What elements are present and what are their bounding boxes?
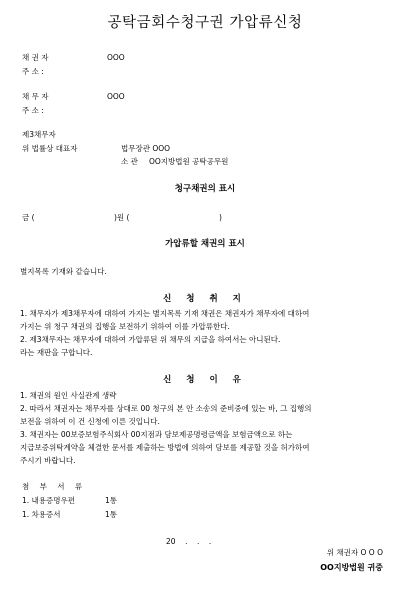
reason-line: 2. 따라서 채권자는 채무자를 상대로 00 청구의 본 안 소송의 준비중에 있는 바, 그 집행의 (20, 404, 312, 413)
attach-text: 별지목록 기재와 같습니다. (20, 267, 107, 276)
reason-line: 지급보증위탁계약을 체결한 문서를 제출하는 방법에 의하여 담보를 제공할 것을 허가하여 (20, 443, 310, 452)
claim-amount-open: 금 ( (22, 213, 35, 222)
claim-amount-close: ) (219, 213, 222, 222)
purpose-heading: 신 청 취 지 (163, 294, 247, 304)
attachment-item-count: 1통 (105, 496, 118, 505)
handler-name: OO지방법원 공탁공무원 (149, 157, 229, 166)
purpose-line: 가지는 위 청구 채권의 집행을 보전하기 위하여 이를 가압류한다. (20, 322, 230, 331)
attachment-item-name: 1. 차용증서 (22, 510, 61, 519)
claim-heading: 청구채권의 표시 (174, 184, 236, 194)
document-title: 공탁금회수청구권 가압류신청 (107, 15, 303, 31)
attachment-item-count: 1통 (105, 510, 118, 519)
purpose-line: 1. 채무자가 제3채무자에 대하여 가지는 별지목록 기재 채권은 채권자가 채무자에 대하여 (20, 309, 310, 318)
debtor-name: OOO (107, 92, 125, 101)
debtor-label: 채 무 자 (22, 92, 49, 101)
creditor-name: OOO (107, 53, 125, 62)
third-debtor-label: 제3채무자 (22, 130, 56, 139)
reason-line: 보전을 위하여 이 건 신청에 이른 것입니다. (20, 417, 160, 426)
handler-label: 소 관 (121, 157, 138, 166)
minister-name: 법무장관 OOO (121, 144, 171, 153)
date-line: 20 . . . (166, 537, 212, 546)
purpose-line: 2. 제3채무자는 채무자에 대하여 가압류된 위 채무의 지급을 하여서는 아니된다. (20, 335, 281, 344)
court-addressee: OO지방법원 귀중 (320, 563, 383, 572)
reason-heading: 신 청 이 유 (163, 375, 247, 385)
creditor-label: 채 권 자 (22, 53, 49, 62)
reason-line: 주시기 바랍니다. (20, 456, 76, 465)
reason-line: 1. 채권의 원인 사실관계 생략 (20, 391, 117, 400)
reason-line: 3. 채권자는 00보증보험주식회사 00지점과 담보제공명령금액을 보험금액으로 하는 (20, 430, 293, 439)
legal-rep-label: 위 법률상 대표자 (22, 144, 78, 153)
attachments-heading: 첨 부 서 류 (22, 482, 87, 491)
debtor-address-label: 주 소 : (22, 106, 44, 115)
creditor-address-label: 주 소 : (22, 67, 44, 76)
attachment-item-name: 1. 내용증명우편 (22, 496, 76, 505)
purpose-line: 라는 재판을 구합니다. (20, 348, 93, 357)
claim-amount-mid: )원 ( (114, 213, 130, 222)
signer-line: 위 채권자 O O O (326, 548, 383, 557)
attach-heading: 가압류할 채권의 표시 (165, 239, 245, 249)
